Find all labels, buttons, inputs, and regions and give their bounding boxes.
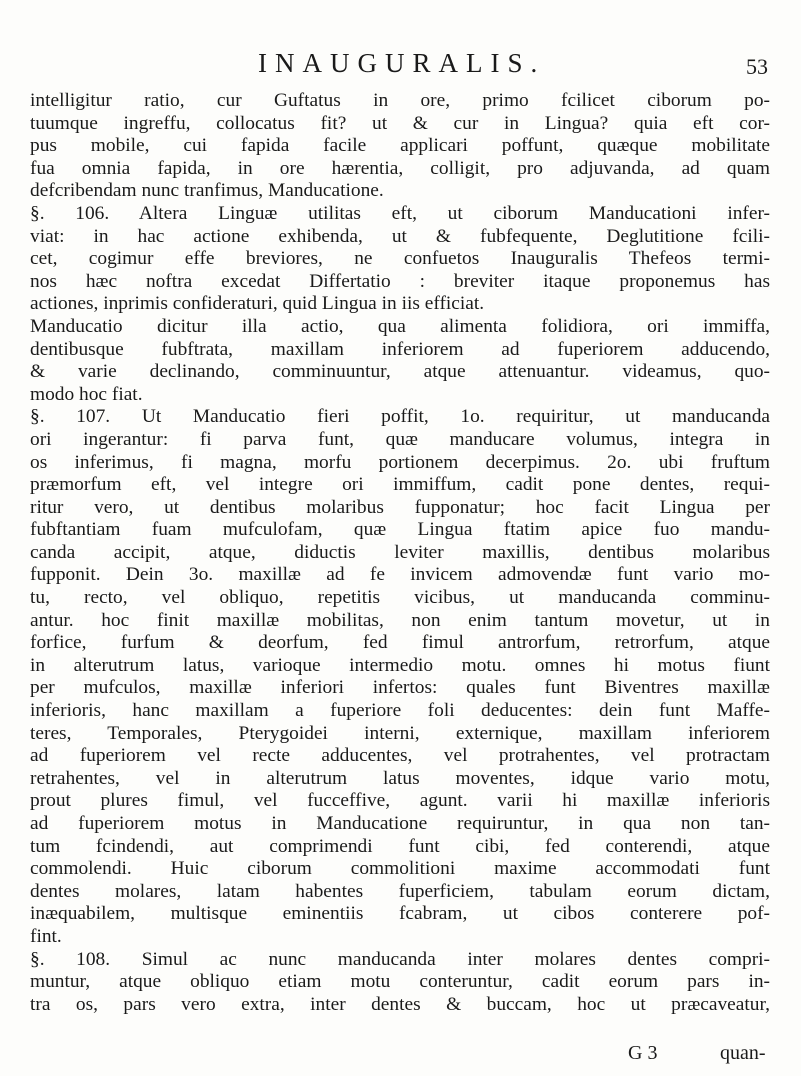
text-line: §. 106. Altera Linguæ utilitas eft, ut ciborum Manducationi infer-	[30, 202, 770, 224]
text-line: ad fuperiorem vel recte adducentes, vel protrahentes, vel protractam	[30, 745, 770, 767]
text-line: tu, recto, vel obliquo, repetitis vicibus, ut manducanda comminu-	[30, 587, 770, 609]
text-line: dentes molares, latam habentes fuperficiem, tabulam eorum dictam,	[30, 880, 770, 902]
body-text	[30, 90, 770, 1016]
text-line: fint.	[30, 925, 62, 947]
text-line: ad fuperiorem motus in Manducatione requiruntur, in qua non tan-	[30, 813, 770, 834]
text-line: §. 108. Simul ac nunc manducanda inter molares dentes compri-	[30, 948, 770, 970]
signature-mark: G 3	[628, 1042, 658, 1064]
text-line: modo hoc fiat.	[30, 383, 143, 405]
text-line: actiones, inprimis confideraturi, quid Lingua in iis efficiat.	[30, 293, 485, 315]
text-line: defcribendam nunc tranfimus, Manducatione.	[30, 180, 384, 202]
page-footer	[0, 1042, 801, 1068]
text-line: & varie declinando, comminuuntur, atque attenuantur. videamus, quo-	[30, 361, 770, 383]
text-line: antur. hoc finit maxillæ mobilitas, non enim tantum movetur, ut in	[30, 609, 770, 631]
text-line: dentibusque fubftrata, maxillam inferiorem ad fuperiorem adducendo,	[30, 338, 770, 360]
text-line: nos hæc noftra excedat Differtatio : breviter itaque proponemus has	[30, 270, 770, 292]
text-line: ori ingerantur: fi parva funt, quæ manducare volumus, integra in	[30, 428, 770, 450]
text-line: muntur, atque obliquo etiam motu conteruntur, cadit eorum pars in-	[30, 971, 770, 993]
text-line: fupponit. Dein 3o. maxillæ ad fe invicem admovendæ funt vario mo-	[30, 564, 770, 586]
text-line: inæquabilem, multisque eminentiis fcabram, ut cibos conterere pof-	[30, 903, 770, 925]
text-line: canda accipit, atque, diductis leviter maxillis, dentibus molaribus	[30, 541, 770, 563]
text-line: commolendi. Huic ciborum commolitioni maxime accommodati funt	[30, 858, 770, 880]
page-header	[0, 48, 801, 88]
text-line: in alterutrum latus, varioque intermedio motu. omnes hi motus fiunt	[30, 654, 770, 676]
text-line: ritur vero, ut dentibus molaribus fupponatur; hoc facit Lingua per	[30, 496, 770, 518]
running-head: INAUGURALIS.	[258, 48, 546, 78]
page-number: 53	[746, 54, 768, 79]
text-line: tum fcindendi, aut comprimendi funt cibi, fed conterendi, atque	[30, 835, 770, 857]
text-line: tuumque ingreffu, collocatus fit? ut & cur in Lingua? quia eft cor-	[30, 112, 770, 134]
text-line: forfice, furfum & deorfum, fed fimul antrorfum, retrorfum, atque	[30, 632, 770, 654]
text-line: teres, Temporales, Pterygoidei interni, externique, maxillam inferiorem	[30, 722, 770, 744]
text-line: inferioris, hanc maxillam a fuperiore foli deducentes: dein funt Maffe-	[30, 700, 770, 722]
text-line: pus mobile, cui fapida facile applicari poffunt, quæque mobilitate	[30, 135, 770, 157]
text-line: os inferimus, fi magna, morfu portionem decerpimus. 2o. ubi fruftum	[30, 451, 770, 473]
text-line: tra os, pars vero extra, inter dentes & buccam, hoc ut præcaveatur,	[30, 993, 770, 1015]
text-line: Manducatio dicitur illa actio, qua alimenta folidiora, ori immiffa,	[30, 315, 770, 337]
text-line: retrahentes, vel in alterutrum latus moventes, idque vario motu,	[30, 767, 770, 789]
text-line: cet, cogimur effe breviores, ne confuetos Inauguralis Thefeos termi-	[30, 248, 770, 270]
text-line: fubftantiam fuam mufculofam, quæ Lingua ftatim apice fuo mandu-	[30, 519, 770, 541]
text-line: fua omnia fapida, in ore hærentia, colligit, pro adjuvanda, ad quam	[30, 157, 770, 179]
text-line: præmorfum eft, vel integre ori immiffum, cadit pone dentes, requi-	[30, 474, 770, 496]
text-line: viat: in hac actione exhibenda, ut & fubfequente, Deglutitione fcili-	[30, 225, 770, 247]
catchword: quan-	[720, 1042, 766, 1064]
text-line: per mufculos, maxillæ inferiori infertos: quales funt Biventres maxillæ	[30, 677, 770, 699]
text-line: prout plures fimul, vel fucceffive, agunt. varii hi maxillæ inferioris	[30, 790, 770, 812]
text-line: §. 107. Ut Manducatio fieri poffit, 1o. requiritur, ut manducanda	[30, 406, 770, 428]
text-line: intelligitur ratio, cur Guftatus in ore, primo fcilicet ciborum po-	[30, 90, 770, 111]
